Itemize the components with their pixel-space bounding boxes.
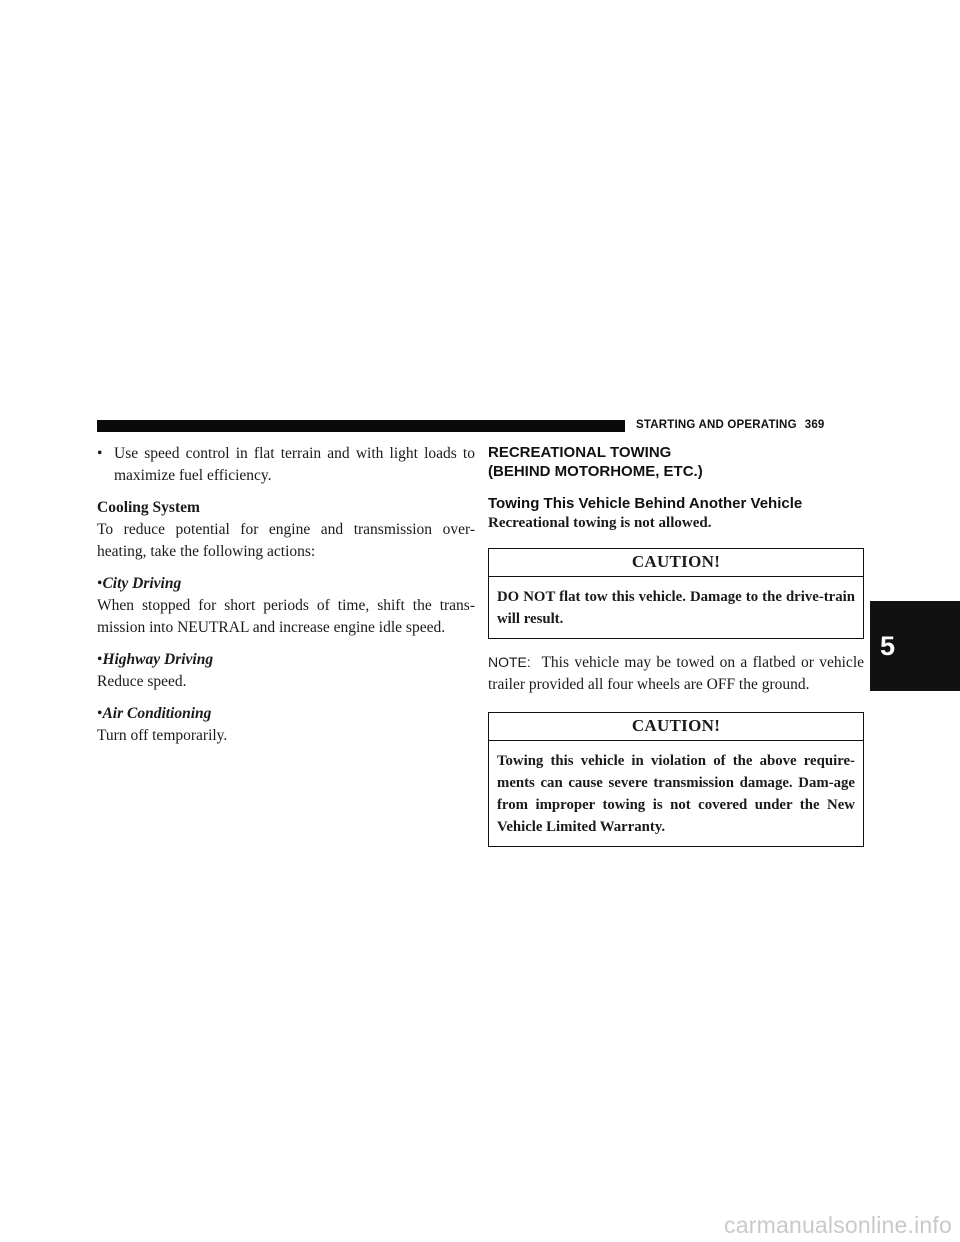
header-rule xyxy=(97,420,625,432)
bullet-text: Use speed control in flat terrain and with light loads to maximize fuel efficiency. xyxy=(114,445,475,484)
item-city-driving xyxy=(97,573,475,639)
note-text: This vehicle may be towed on a flatbed or vehicle trailer provided all four wheels are OFF the ground. xyxy=(488,654,864,693)
caution-box-2 xyxy=(488,712,864,847)
bullet-speed-control xyxy=(97,443,475,487)
caution-body: DO NOT flat tow this vehicle. Damage to the drive-train will result. xyxy=(497,589,855,627)
item-air-conditioning xyxy=(97,703,475,747)
item-text: When stopped for short periods of time, shift the trans-mission into NEUTRAL and increase engine idle speed. xyxy=(97,597,475,636)
chapter-tab: 5 xyxy=(870,601,960,691)
item-text: Reduce speed. xyxy=(97,673,187,690)
towing-statement: Recreational towing is not allowed. xyxy=(488,515,712,531)
cooling-heading: Cooling System xyxy=(97,499,200,516)
section-heading-line-1: RECREATIONAL TOWING xyxy=(488,444,672,461)
caution-heading: CAUTION! xyxy=(489,549,863,577)
caution-box-1 xyxy=(488,548,864,639)
cooling-intro: To reduce potential for engine and transmission over-heating, take the following actions: xyxy=(97,521,475,560)
page-number: 369 xyxy=(804,419,825,431)
section-heading xyxy=(488,443,864,481)
bullet-icon: • xyxy=(97,705,103,722)
section-heading-line-2: (BEHIND MOTORHOME, ETC.) xyxy=(488,463,703,480)
left-column xyxy=(97,443,475,747)
item-label: Highway Driving xyxy=(102,651,214,668)
item-text: Turn off temporarily. xyxy=(97,727,228,744)
bullet-icon: • xyxy=(97,575,103,592)
item-highway-driving xyxy=(97,649,475,693)
right-column xyxy=(488,443,864,847)
bullet-icon: • xyxy=(97,651,103,668)
note-paragraph xyxy=(488,651,864,696)
note-label: NOTE: xyxy=(488,654,531,670)
subsection-heading: Towing This Vehicle Behind Another Vehicle xyxy=(488,495,803,512)
caution-heading: CAUTION! xyxy=(489,713,863,741)
caution-body: Towing this vehicle in violation of the above require-ments can cause severe transmission damage. Dam-age from improper towing is not covered under the New Vehicle Limited Warranty. xyxy=(497,753,855,835)
item-label: Air Conditioning xyxy=(102,705,212,722)
bullet-icon: • xyxy=(97,445,103,462)
running-header xyxy=(636,419,866,431)
item-label: City Driving xyxy=(102,575,182,592)
section-title: STARTING AND OPERATING xyxy=(636,419,797,431)
watermark: carmanualsonline.info xyxy=(724,1212,952,1238)
